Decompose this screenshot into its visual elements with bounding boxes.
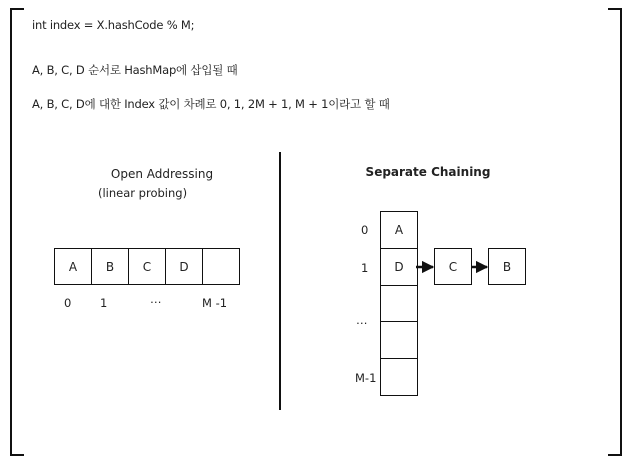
bucket-cell: A xyxy=(380,211,418,249)
bucket-index-label: 1 xyxy=(361,261,369,275)
open-addressing-index-label: 1 xyxy=(100,296,108,310)
insertion-order-line: A, B, C, D 순서로 HashMap에 삽입될 때 xyxy=(32,63,238,77)
open-addressing-cell: D xyxy=(165,248,203,285)
open-addressing-title: Open Addressing xyxy=(110,167,214,181)
open-addressing-cell: A xyxy=(54,248,92,285)
open-addressing-cell: C xyxy=(128,248,166,285)
bucket-index-label: M-1 xyxy=(355,371,377,385)
chain-node-b: B xyxy=(488,248,526,285)
open-addressing-index-label: … xyxy=(150,292,162,306)
open-addressing-index-label: M -1 xyxy=(202,296,228,310)
code-line: int index = X.hashCode % M; xyxy=(32,18,195,32)
bucket-index-label: 0 xyxy=(361,223,369,237)
chain-node-c: C xyxy=(434,248,472,285)
separate-chaining-title: Separate Chaining xyxy=(365,165,491,179)
index-values-line: A, B, C, D에 대한 Index 값이 차례로 0, 1, 2M + 1, M + 1이라고 할 때 xyxy=(32,97,390,111)
open-addressing-index-label: 0 xyxy=(64,296,72,310)
open-addressing-subtitle: (linear probing) xyxy=(98,186,188,200)
bucket-index-label: … xyxy=(356,313,368,327)
open-addressing-cell: B xyxy=(91,248,129,285)
bucket-cell: D xyxy=(380,248,418,286)
